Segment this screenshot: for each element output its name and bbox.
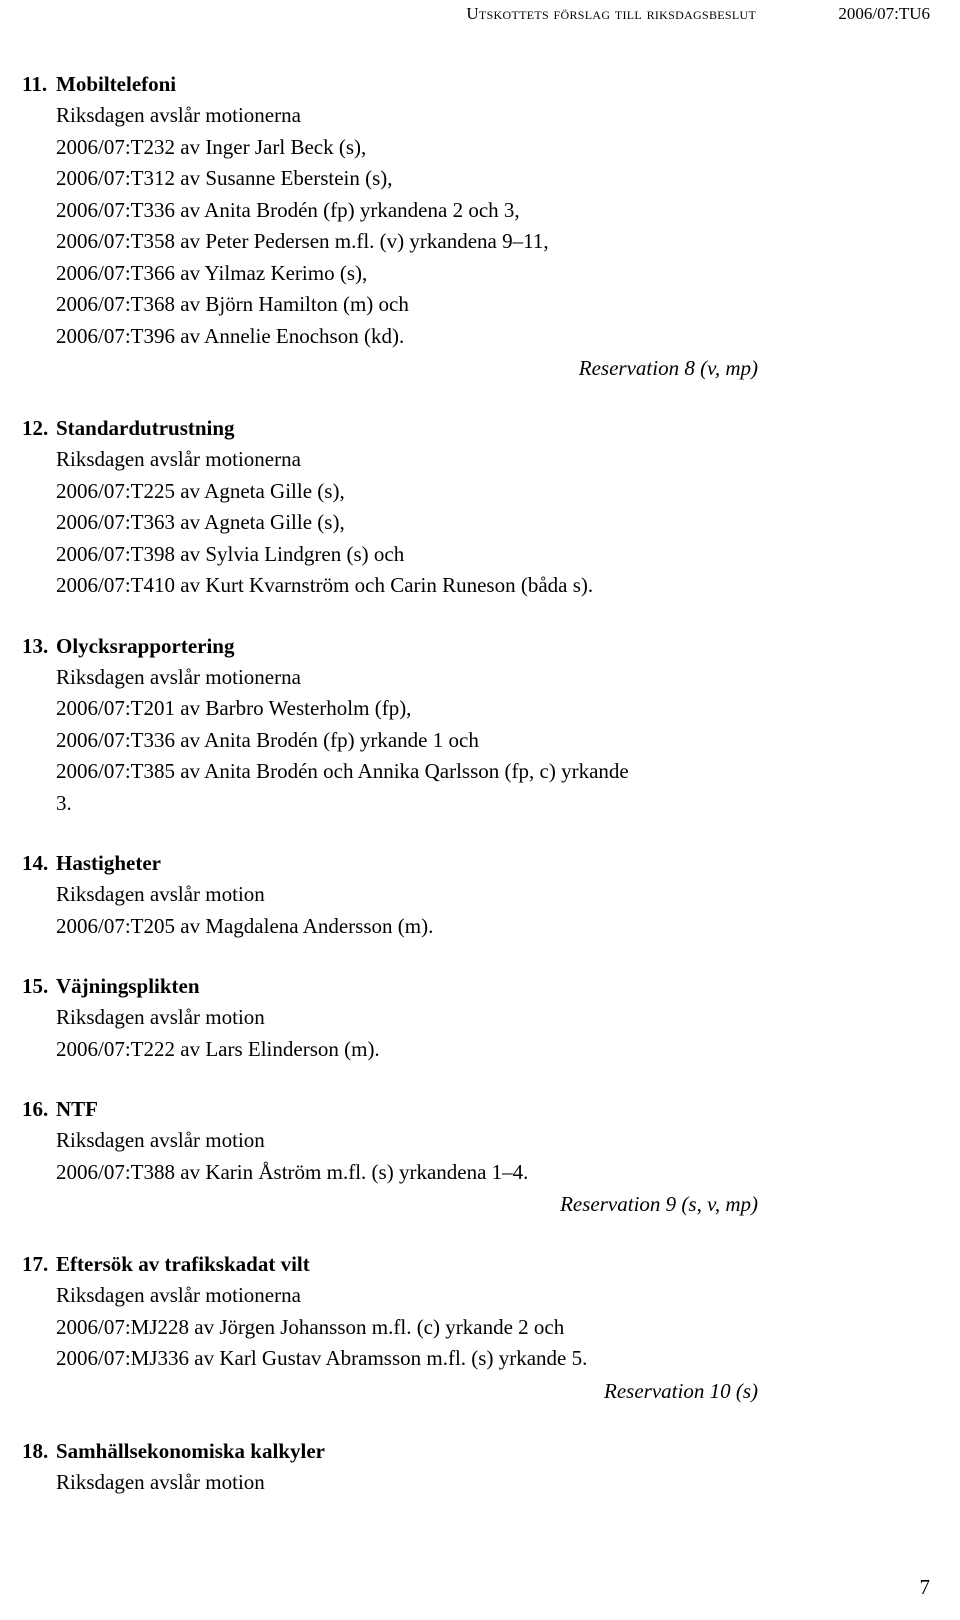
item-heading	[22, 1435, 758, 1467]
item-title: Väjningsplikten	[56, 974, 200, 998]
item-title: Eftersök av trafikskadat vilt	[56, 1252, 310, 1276]
item-heading	[22, 970, 758, 1002]
running-header	[466, 4, 930, 24]
reservation-note: Reservation 8 (v, mp)	[578, 356, 758, 380]
motion-line: 2006/07:T222 av Lars Elinderson (m).	[56, 1036, 380, 1061]
item-title: Samhällsekonomiska kalkyler	[56, 1438, 325, 1463]
reservation-note: Reservation 10 (s)	[604, 1378, 758, 1403]
item-title: Standardutrustning	[56, 416, 235, 440]
item-decision: Riksdagen avslår motionerna	[56, 103, 301, 127]
item-heading	[22, 412, 758, 444]
motion-line: 3.	[56, 790, 72, 815]
item-number: 13.	[22, 633, 49, 658]
header-document-id: 2006/07:TU6	[838, 4, 930, 23]
item-decision: Riksdagen avslår motion	[56, 1005, 265, 1029]
page-number: 7	[919, 1575, 930, 1599]
item-title: Hastigheter	[56, 851, 161, 875]
decision-item	[22, 1248, 758, 1407]
decision-item	[22, 847, 758, 942]
item-decision: Riksdagen avslår motionerna	[56, 447, 301, 471]
item-number: 18.	[22, 1438, 49, 1463]
item-heading	[22, 1248, 758, 1280]
item-number: 15.	[22, 974, 49, 998]
motion-line: 2006/07:T366 av Yilmaz Kerimo (s),	[56, 260, 368, 285]
motion-line: 2006/07:T205 av Magdalena Andersson (m).	[56, 913, 434, 938]
reservation-note: Reservation 9 (s, v, mp)	[560, 1192, 758, 1216]
motion-line: 2006/07:T388 av Karin Åström m.fl. (s) yrkandena 1–4.	[56, 1159, 529, 1184]
item-decision: Riksdagen avslår motionerna	[56, 1283, 301, 1307]
item-number: 16.	[22, 1097, 49, 1121]
item-number: 14.	[22, 851, 49, 875]
decision-list	[22, 68, 758, 1526]
motion-line: 2006/07:T410 av Kurt Kvarnström och Carin Runeson (båda s).	[56, 573, 594, 597]
motion-line: 2006/07:T363 av Agneta Gille (s),	[56, 510, 345, 534]
decision-item	[22, 412, 758, 602]
item-number: 11.	[22, 72, 48, 96]
item-number: 12.	[22, 416, 49, 440]
item-decision: Riksdagen avslår motion	[56, 1128, 265, 1152]
item-title: Mobiltelefoni	[56, 72, 177, 96]
motion-line: 2006/07:T398 av Sylvia Lindgren (s) och	[56, 541, 405, 566]
item-heading	[22, 630, 758, 662]
motion-line: 2006/07:MJ228 av Jörgen Johansson m.fl. (c) yrkande 2 och	[56, 1314, 565, 1339]
item-heading	[22, 847, 758, 879]
motion-line: 2006/07:T385 av Anita Brodén och Annika Qarlsson (fp, c) yrkande	[56, 759, 629, 783]
item-decision: Riksdagen avslår motion	[56, 1469, 265, 1494]
item-title: NTF	[56, 1097, 98, 1121]
header-section-title: Utskottets förslag till riksdagsbeslut	[466, 4, 757, 23]
motion-line: 2006/07:T396 av Annelie Enochson (kd).	[56, 323, 405, 348]
decision-item	[22, 1093, 758, 1220]
decision-item	[22, 68, 758, 384]
item-number: 17.	[22, 1252, 49, 1276]
decision-item	[22, 630, 758, 820]
motion-line: 2006/07:MJ336 av Karl Gustav Abramsson m.fl. (s) yrkande 5.	[56, 1346, 588, 1370]
item-heading	[22, 1093, 758, 1125]
motion-line: 2006/07:T336 av Anita Brodén (fp) yrkandena 2 och 3,	[56, 197, 520, 222]
motion-line: 2006/07:T201 av Barbro Westerholm (fp),	[56, 696, 412, 720]
decision-item	[22, 970, 758, 1065]
item-title: Olycksrapportering	[56, 633, 235, 658]
item-decision: Riksdagen avslår motion	[56, 882, 265, 906]
motion-line: 2006/07:T312 av Susanne Eberstein (s),	[56, 166, 393, 190]
item-decision: Riksdagen avslår motionerna	[56, 664, 301, 689]
item-heading	[22, 68, 758, 100]
motion-line: 2006/07:T358 av Peter Pedersen m.fl. (v) yrkandena 9–11,	[56, 229, 549, 253]
motion-line: 2006/07:T232 av Inger Jarl Beck (s),	[56, 134, 367, 159]
motion-line: 2006/07:T368 av Björn Hamilton (m) och	[56, 292, 409, 316]
decision-item	[22, 1435, 758, 1499]
motion-line: 2006/07:T225 av Agneta Gille (s),	[56, 478, 345, 503]
motion-line: 2006/07:T336 av Anita Brodén (fp) yrkande 1 och	[56, 727, 479, 752]
